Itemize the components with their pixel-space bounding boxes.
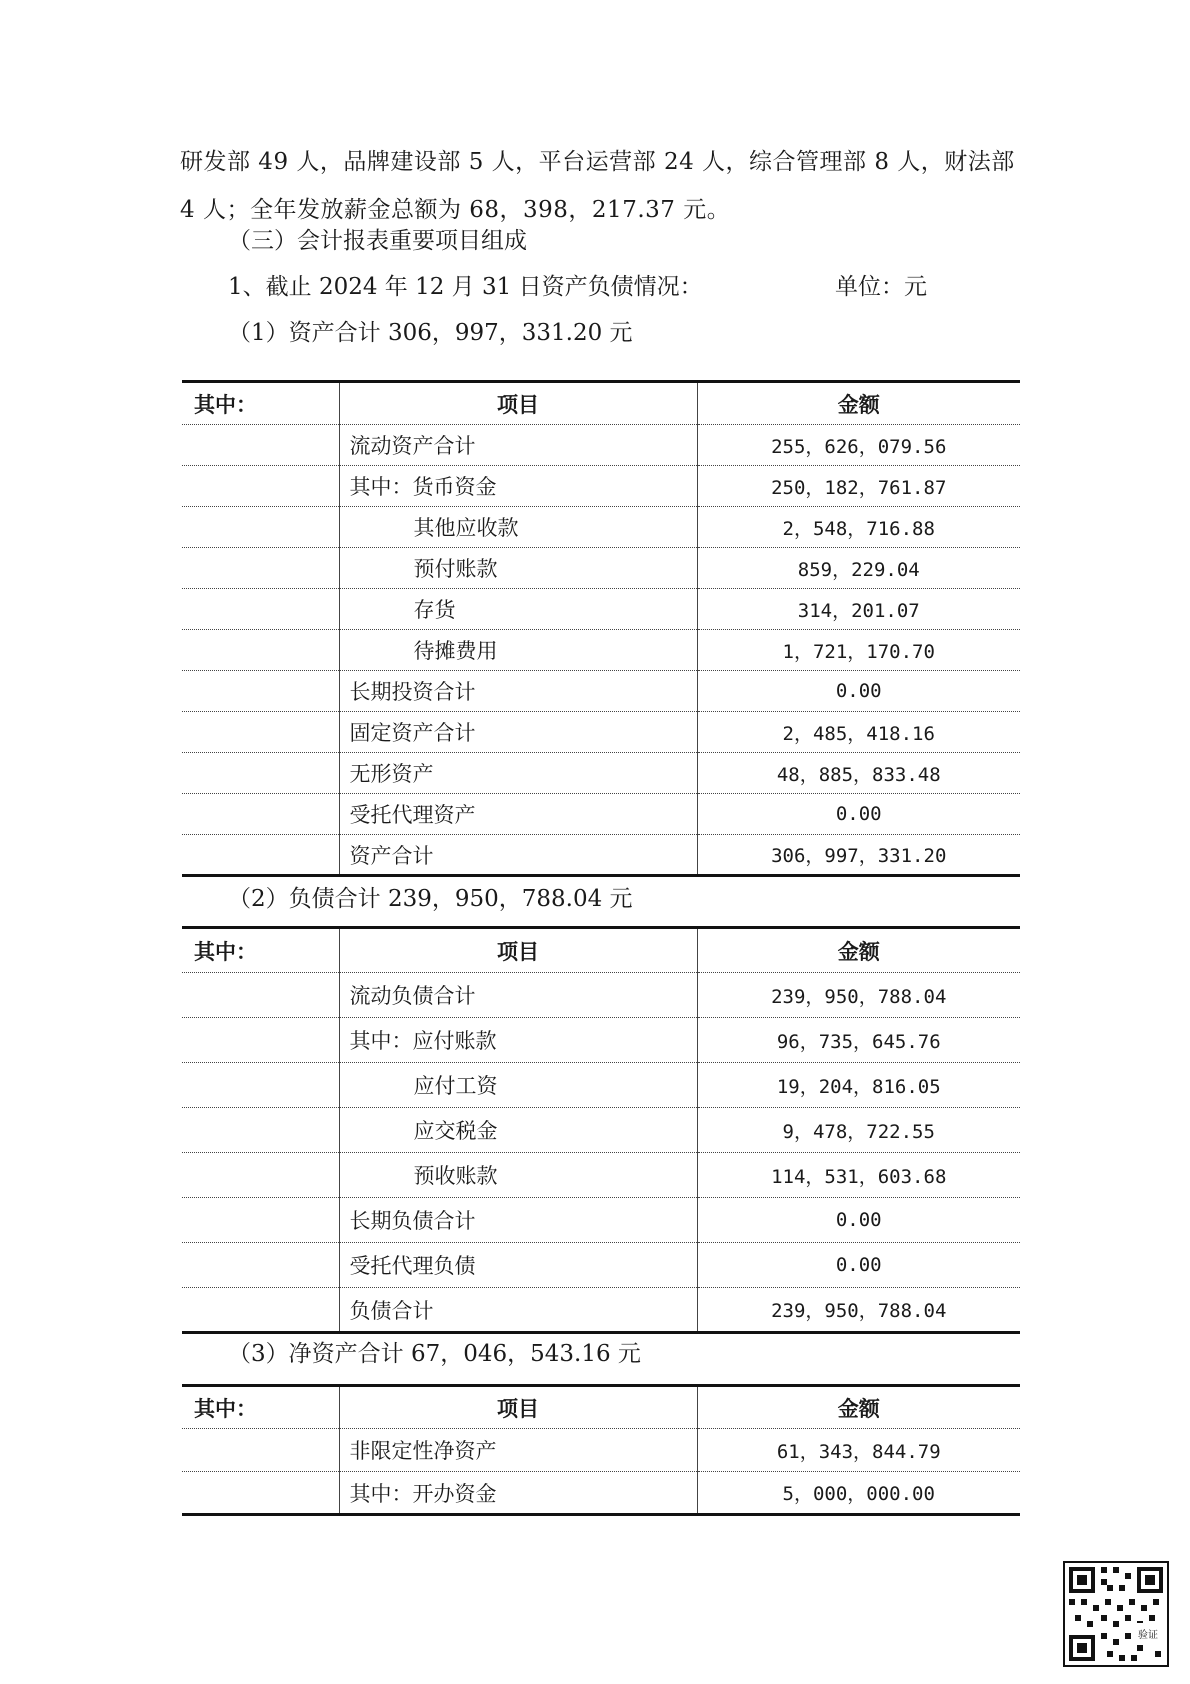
item-cell: 其他应收款: [339, 507, 697, 548]
header-item: 项目: [339, 382, 697, 425]
amount-cell: 250，182，761.87: [697, 466, 1020, 507]
amount-cell: 239，950，788.04: [697, 1288, 1020, 1333]
table-header-row: [182, 382, 1020, 425]
header-item: 项目: [339, 1386, 697, 1429]
header-qizhong: 其中：: [194, 938, 257, 964]
item-cell: 存货: [339, 589, 697, 630]
header-amount: 金额: [697, 928, 1020, 973]
header-item: 项目: [339, 928, 697, 973]
item-cell: 长期负债合计: [339, 1198, 697, 1243]
table-row: [182, 1429, 1020, 1472]
table-row: [182, 1018, 1020, 1063]
table-header-row: [182, 928, 1020, 973]
table-row: [182, 671, 1020, 712]
table-row: [182, 973, 1020, 1018]
table-row: [182, 466, 1020, 507]
item-cell: 长期投资合计: [339, 671, 697, 712]
header-amount: 金额: [697, 1386, 1020, 1429]
table-row: [182, 1472, 1020, 1515]
table-row: [182, 1198, 1020, 1243]
item-cell: 预付账款: [339, 548, 697, 589]
amount-cell: 314，201.07: [697, 589, 1020, 630]
item-cell: 资产合计: [339, 835, 697, 876]
amount-cell: 48，885，833.48: [697, 753, 1020, 794]
item-cell: 流动负债合计: [339, 973, 697, 1018]
amount-cell: 239，950，788.04: [697, 973, 1020, 1018]
amount-cell: 0.00: [697, 671, 1020, 712]
qr-pattern: [1065, 1563, 1167, 1665]
amount-cell: 96，735，645.76: [697, 1018, 1020, 1063]
item-cell: 预收账款: [339, 1153, 697, 1198]
table-row: [182, 753, 1020, 794]
amount-cell: 0.00: [697, 1198, 1020, 1243]
amount-cell: 1，721，170.70: [697, 630, 1020, 671]
unit-label: 单位：元: [835, 274, 927, 300]
intro-paragraph: 研发部 49 人，品牌建设部 5 人，平台运营部 24 人，综合管理部 8 人，财法部 4 人；全年发放薪金总额为 68，398，217.37 元。: [180, 149, 1015, 223]
table-row: [182, 1243, 1020, 1288]
table-row: [182, 835, 1020, 876]
amount-cell: 255，626，079.56: [697, 425, 1020, 466]
amount-cell: 114，531，603.68: [697, 1153, 1020, 1198]
item-cell: 非限定性净资产: [339, 1429, 697, 1472]
table-row: [182, 630, 1020, 671]
table-row: [182, 1153, 1020, 1198]
section-heading: （三）会计报表重要项目组成: [228, 228, 527, 254]
header-qizhong: 其中：: [194, 1395, 257, 1421]
item-cell: 其中：应付账款: [339, 1018, 697, 1063]
table-row: [182, 1288, 1020, 1333]
item-cell: 负债合计: [339, 1288, 697, 1333]
net-assets-table: [182, 1384, 1020, 1516]
net-assets-caption: （3）净资产合计 67，046，543.16 元: [228, 1341, 641, 1367]
table-row: [182, 1108, 1020, 1153]
sub-heading: 1、截止 2024 年 12 月 31 日资产负债情况：: [228, 274, 703, 300]
table-row: [182, 794, 1020, 835]
table-row: [182, 507, 1020, 548]
item-cell: 无形资产: [339, 753, 697, 794]
amount-cell: 61，343，844.79: [697, 1429, 1020, 1472]
amount-cell: 2，485，418.16: [697, 712, 1020, 753]
amount-cell: 2，548，716.88: [697, 507, 1020, 548]
amount-cell: 5，000，000.00: [697, 1472, 1020, 1515]
table-row: [182, 425, 1020, 466]
qr-label: 验证: [1138, 1630, 1158, 1641]
table-row: [182, 1063, 1020, 1108]
table-row: [182, 548, 1020, 589]
table-row: [182, 589, 1020, 630]
item-cell: 其中：货币资金: [339, 466, 697, 507]
liabilities-table: [182, 926, 1020, 1334]
table-header-row: [182, 1386, 1020, 1429]
qr-code-icon[interactable]: [1063, 1561, 1169, 1667]
liabilities-caption: （2）负债合计 239，950，788.04 元: [228, 886, 633, 912]
amount-cell: 306，997，331.20: [697, 835, 1020, 876]
header-qizhong: 其中：: [194, 391, 257, 417]
amount-cell: 859，229.04: [697, 548, 1020, 589]
item-cell: 待摊费用: [339, 630, 697, 671]
amount-cell: 0.00: [697, 794, 1020, 835]
header-amount: 金额: [697, 382, 1020, 425]
item-cell: 其中：开办资金: [339, 1472, 697, 1515]
item-cell: 应交税金: [339, 1108, 697, 1153]
item-cell: 应付工资: [339, 1063, 697, 1108]
item-cell: 流动资产合计: [339, 425, 697, 466]
table-row: [182, 712, 1020, 753]
item-cell: 固定资产合计: [339, 712, 697, 753]
amount-cell: 9，478，722.55: [697, 1108, 1020, 1153]
amount-cell: 0.00: [697, 1243, 1020, 1288]
item-cell: 受托代理负债: [339, 1243, 697, 1288]
assets-caption: （1）资产合计 306，997，331.20 元: [228, 320, 633, 346]
assets-table: [182, 380, 1020, 877]
amount-cell: 19，204，816.05: [697, 1063, 1020, 1108]
item-cell: 受托代理资产: [339, 794, 697, 835]
